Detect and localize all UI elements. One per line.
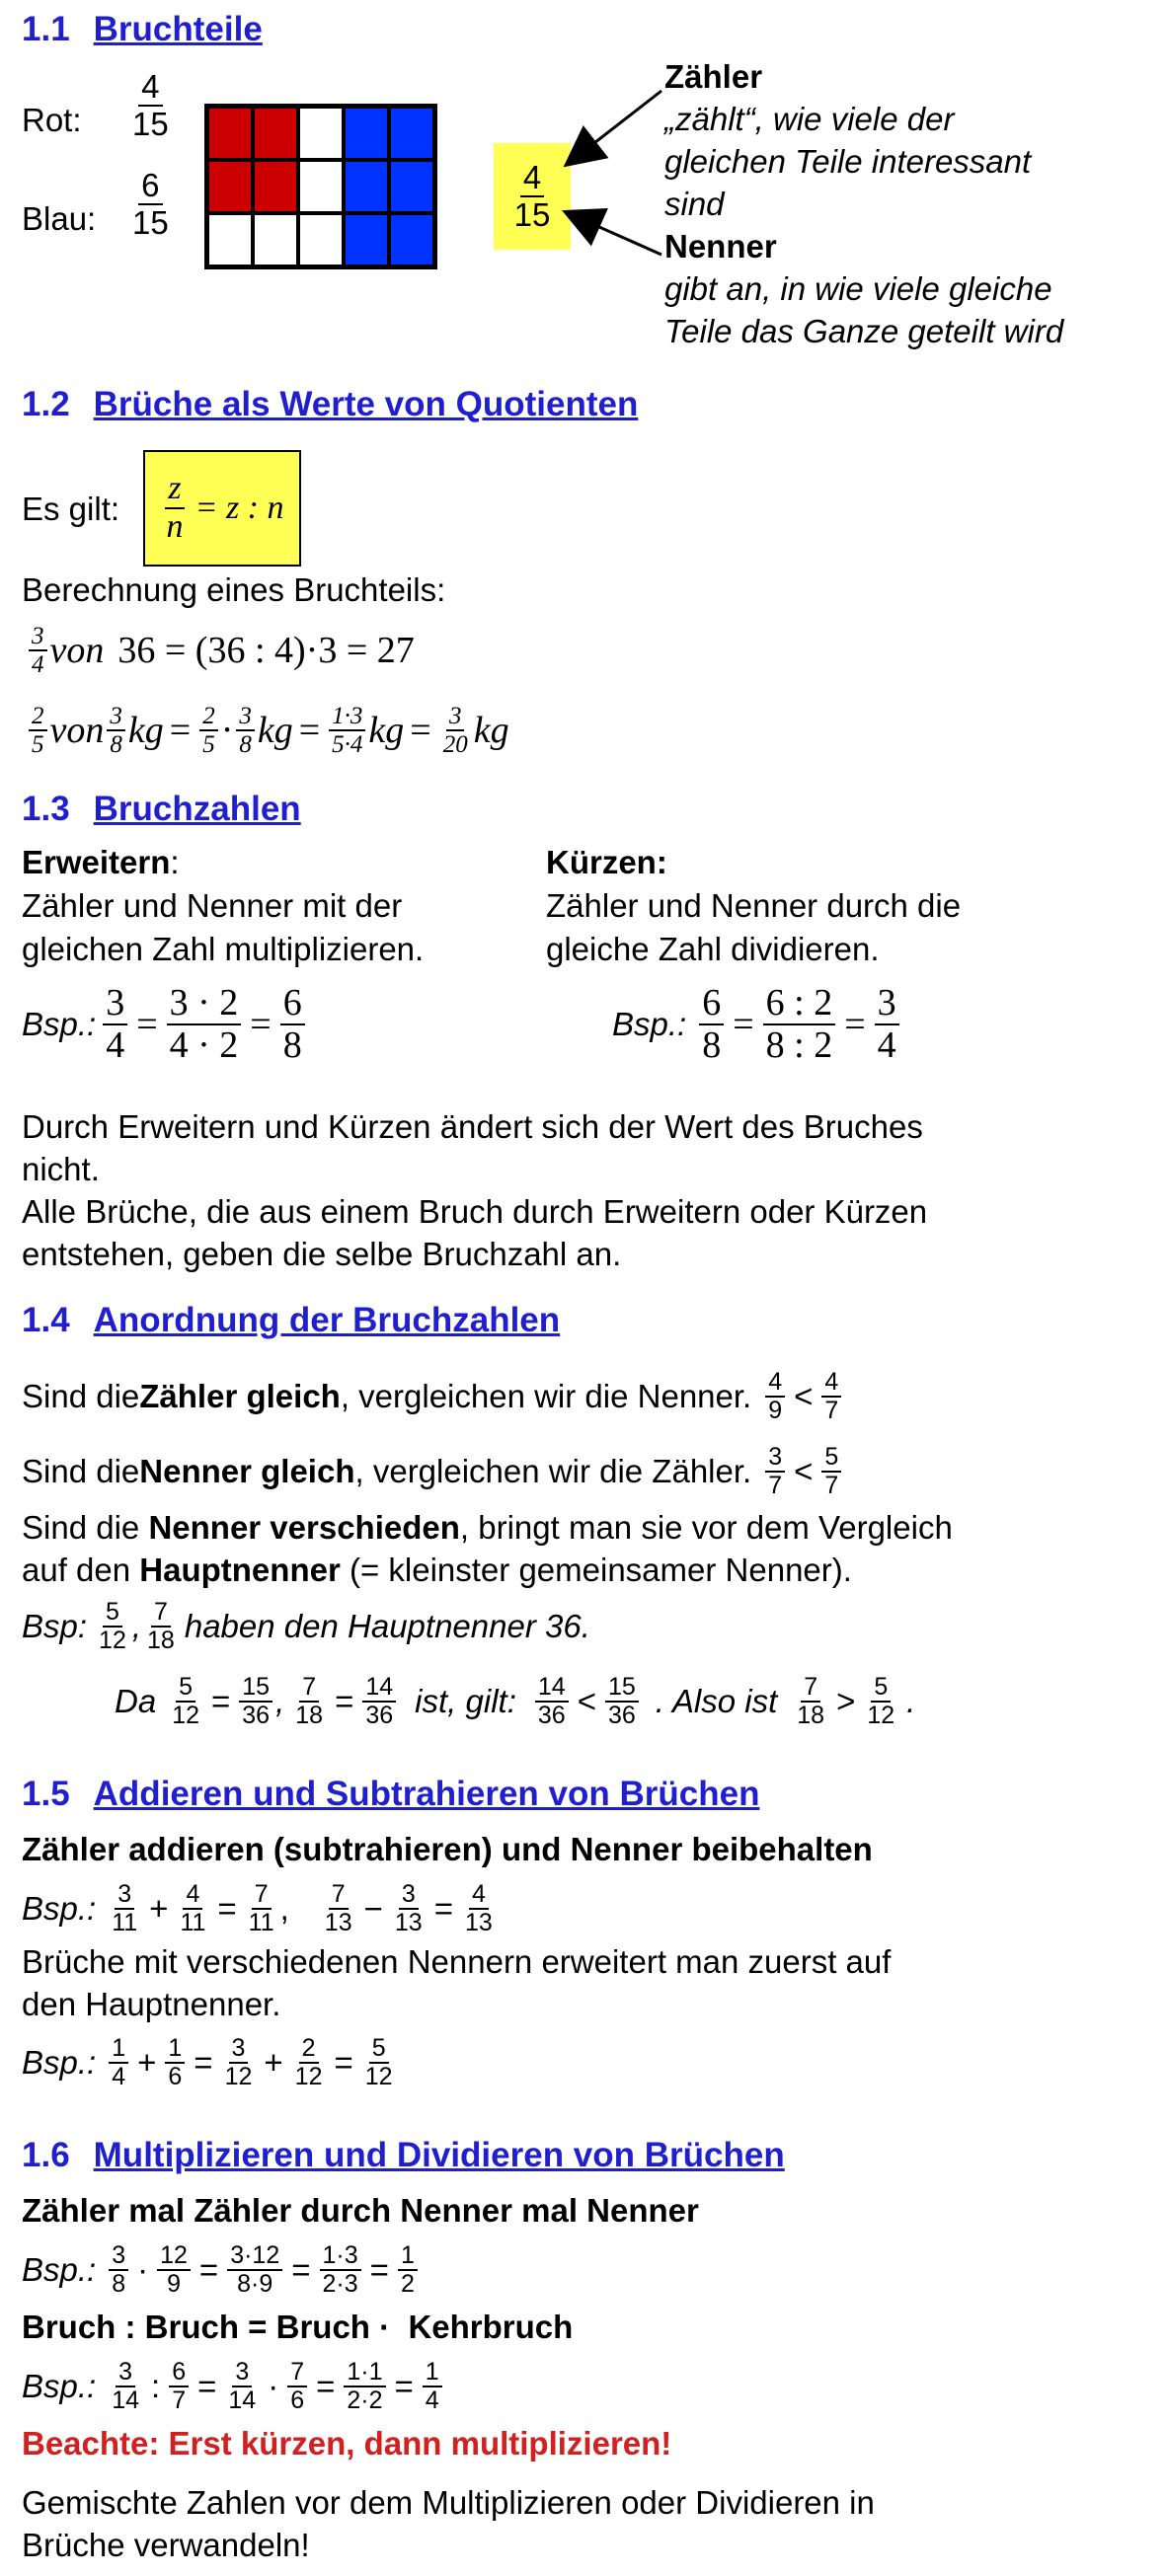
es-gilt-label: Es gilt: xyxy=(22,491,120,527)
section-title: Bruchteile xyxy=(93,10,263,48)
quotient-formula-box: $\frac{z}{n}$ = z : n xyxy=(143,450,301,567)
example-bruchteil-1: $\frac{3}{4}$ von 36 = (36 : 4)·3 = 27 xyxy=(26,616,415,685)
blau-label: Blau: xyxy=(22,200,97,237)
zaehler-title: Zähler xyxy=(664,58,763,95)
arrow-to-denominator xyxy=(573,215,661,255)
erweitern-example: Bsp.: $\frac{3}{4}$ = $\frac{3 \cdot 2}{4 \cdot 2}$ = $\frac{6}{8}$ xyxy=(22,975,308,1074)
rot-label: Rot: xyxy=(22,102,82,138)
grid-cell-red xyxy=(253,160,298,213)
comparison-example: Da $\frac{5}{12}$ = $\frac{15}{36}$ , $\frac{7}{18}$ = $\frac{14}{36}$ ist, gilt: $\frac{14}{36}$ < $\frac{15}{36}$ . Also ist $\frac{7}{18}$ > $\frac{5}{12}$ . xyxy=(115,1673,916,1729)
rot-fraction: $\frac{4}{15}$ xyxy=(132,68,169,142)
erweitern-block: Erweitern: Zähler und Nenner mit der gleichen Zahl multiplizieren. xyxy=(22,844,425,967)
grid-cell-blue xyxy=(344,160,389,213)
grid-cell-blue xyxy=(389,160,434,213)
hauptnenner-note: Brüche mit verschiedenen Nennern erweitert man zuerst auf den Hauptnenner. xyxy=(22,1943,892,2022)
rule-nenner-verschieden: Sind die Nenner verschieden, bringt man sie vor dem Vergleich auf den Hauptnenner (= kleinster gemeinsamer Nenner). xyxy=(22,1509,953,1588)
grid-cell-blue xyxy=(344,107,389,160)
kuerzen-example: Bsp.: $\frac{6}{8}$ = $\frac{6 : 2}{8 : 2}$ = $\frac{3}{4}$ xyxy=(612,975,902,1074)
grid-cell-white xyxy=(298,160,344,213)
section-heading-1-3: 1.3 Bruchzahlen xyxy=(22,790,301,828)
bruchzahl-paragraph: Durch Erweitern und Kürzen ändert sich der Wert des Bruches nicht. Alle Brüche, die aus einem Bruch durch Erweitern oder Kürzen entstehen, geben die selbe Bruchzahl an. xyxy=(22,1108,928,1272)
grid-cell-white xyxy=(298,213,344,266)
grid-cell-blue xyxy=(344,213,389,266)
nenner-title: Nenner xyxy=(664,228,777,265)
blau-fraction: $\frac{6}{15}$ xyxy=(132,167,169,241)
multiplication-rule: Zähler mal Zähler durch Nenner mal Nenner xyxy=(22,2192,699,2229)
section-heading-1-1 xyxy=(22,10,263,49)
fraction-grid xyxy=(204,104,437,269)
annotation-arrows xyxy=(553,79,681,276)
grid-cell-red xyxy=(207,160,253,213)
multiplication-example: Bsp.: $\frac{3}{8}$ · $\frac{12}{9}$ = $\frac{3\cdot 12}{8\cdot 9}$ = $\frac{1\cdot 3}{2\cdot 3}$ = $\frac{1}{2}$ xyxy=(22,2235,421,2306)
section-number: 1.1 xyxy=(22,10,70,48)
mixed-numbers-note: Gemischte Zahlen vor dem Multiplizieren oder Dividieren in Brüche verwandeln! xyxy=(22,2484,875,2563)
annotation-text: Zähler „zählt“, wie viele der gleichen Teile interessant sind Nenner gibt an, in wie viele gleiche Teile das Ganze geteilt wird xyxy=(664,55,1063,352)
addition-rule: Zähler addieren (subtrahieren) und Nenner beibehalten xyxy=(22,1831,873,1867)
grid-cell-white xyxy=(253,213,298,266)
hauptnenner-example: Bsp: $\frac{5}{12}$ , $\frac{7}{18}$ haben den Hauptnenner 36. xyxy=(22,1598,590,1654)
division-rule: Bruch : Bruch = Bruch · Kehrbruch xyxy=(22,2309,574,2345)
rule-nenner-gleich: Sind die Nenner gleich , vergleichen wir die Zähler. $\frac{3}{7}$ < $\frac{5}{7}$ xyxy=(22,1437,844,1506)
section-heading-1-5: 1.5 Addieren und Subtrahieren von Brüchen xyxy=(22,1775,760,1813)
section-heading-1-2: 1.2 Brüche als Werte von Quotienten xyxy=(22,385,639,423)
kuerzen-block: Kürzen: Zähler und Nenner durch die gleiche Zahl dividieren. xyxy=(546,844,962,967)
section-heading-1-4: 1.4 Anordnung der Bruchzahlen xyxy=(22,1301,561,1339)
highlighted-fraction: $\frac{4}{15}$ xyxy=(494,143,571,250)
grid-cell-red xyxy=(253,107,298,160)
grid-cell-blue xyxy=(389,107,434,160)
grid-cell-white xyxy=(207,213,253,266)
arrow-to-numerator xyxy=(573,91,661,160)
addition-example: Bsp.: $\frac{3}{11}$ + $\frac{4}{11}$ = $\frac{7}{11}$ , $\frac{7}{13}$ − $\frac{3}{13}$ = $\frac{4}{13}$ xyxy=(22,1880,493,1936)
example-bruchteil-2: $\frac{2}{5}$ von $\frac{3}{8}$ kg = $\frac{2}{5}$ · $\frac{3}{8}$ kg = $\frac{1\cdot 3}{5\cdot 4}$ kg = $\frac{3}{20}$ kg xyxy=(26,691,509,770)
rule-zaehler-gleich: Sind die Zähler gleich , vergleichen wir die Nenner. $\frac{4}{9}$ < $\frac{4}{7}$ xyxy=(22,1362,844,1431)
hauptnenner-addition-example: Bsp.: $\frac{1}{4}$ + $\frac{1}{6}$ = $\frac{3}{12}$ + $\frac{2}{12}$ = $\frac{5}{12}$ xyxy=(22,2034,393,2090)
section-heading-1-6: 1.6 Multiplizieren und Dividieren von Brüchen xyxy=(22,2136,785,2174)
grid-cell-red xyxy=(207,107,253,160)
division-example: Bsp.: $\frac{3}{14}$ : $\frac{6}{7}$ = $\frac{3}{14}$ · $\frac{7}{6}$ = $\frac{1\cdot 1}{2\cdot 2}$ = $\frac{1}{4}$ xyxy=(22,2351,445,2422)
grid-cell-blue xyxy=(389,213,434,266)
grid-cell-white xyxy=(298,107,344,160)
berechnung-text: Berechnung eines Bruchteils: xyxy=(22,571,446,608)
warning-text: Beachte: Erst kürzen, dann multiplizieren! xyxy=(22,2425,672,2462)
